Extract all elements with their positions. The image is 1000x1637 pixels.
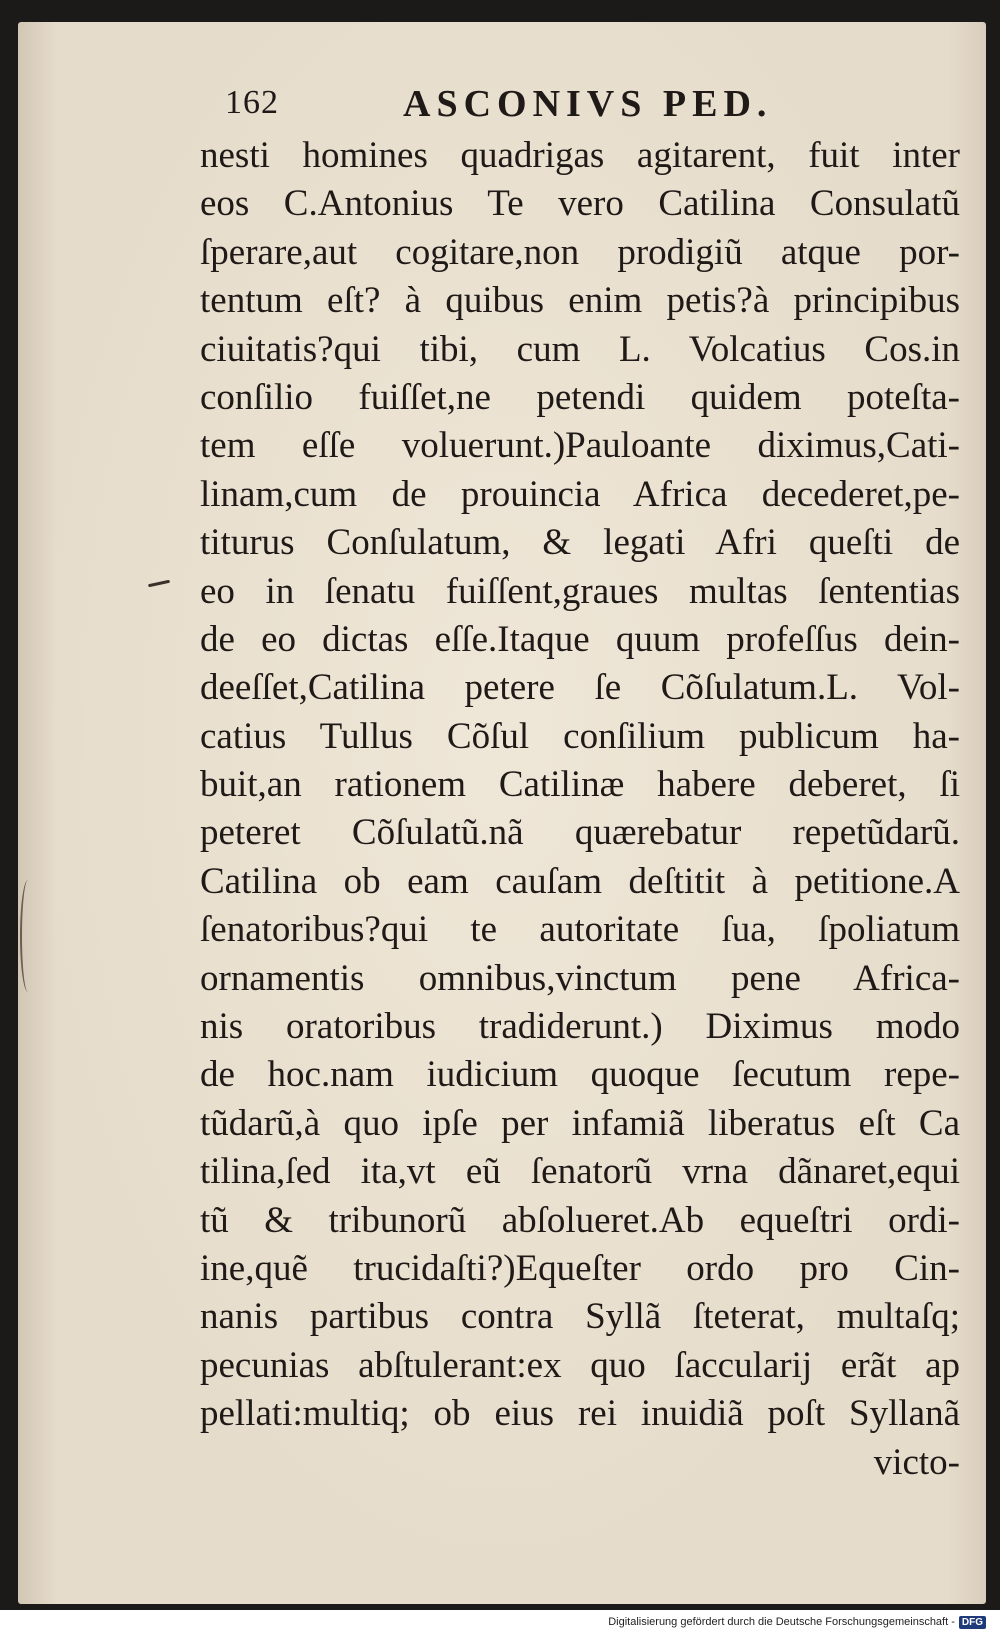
text-line: buit,an rationem Catilinæ habere deberet, ſi — [200, 764, 960, 806]
text-line: linam,cum de prouincia Africa decederet,pe- — [200, 473, 960, 515]
text-line: eo in ſenatu fuiſſent,graues multas ſententias — [200, 570, 960, 612]
text-line: tentum eſt? à quibus enim petis?à principibus — [200, 280, 960, 322]
text-line: Catilina ob eam cauſam deſtitit à petitione.A — [200, 860, 960, 902]
text-line: tilina,ſed ita,vt eũ ſenatorũ vrna dãnaret,equi — [200, 1151, 960, 1193]
page-edge-curl — [20, 880, 36, 992]
text-line: catius Tullus Cõſul conſilium publicum ha- — [200, 715, 960, 757]
text-line: ciuitatis?qui tibi, cum L. Volcatius Cos.in — [200, 328, 960, 370]
text-line: ſperare,aut cogitare,non prodigiũ atque por- — [200, 231, 960, 273]
text-line: ornamentis omnibus,vinctum pene Africa- — [200, 957, 960, 999]
text-line: deeſſet,Catilina petere ſe Cõſulatum.L. Vol- — [200, 667, 960, 709]
text-line: de eo dictas eſſe.Itaque quum profeſſus dein- — [200, 618, 960, 660]
dfg-logo-icon: DFG — [959, 1616, 986, 1629]
text-line: victo- — [873, 1441, 960, 1483]
running-head: ASCONIVS PED. — [403, 83, 773, 125]
page-number: 162 — [225, 84, 279, 121]
page-text-body — [200, 132, 960, 1487]
text-line: ſenatoribus?qui te autoritate ſua, ſpoliatum — [200, 909, 960, 951]
text-line: eos C.Antonius Te vero Catilina Consulatũ — [200, 183, 960, 225]
text-line: tũdarũ,à quo ipſe per infamiã liberatus eſt Ca — [200, 1102, 960, 1144]
footer-credit: Digitalisierung gefördert durch die Deutsche Forschungsgemeinschaft - — [608, 1616, 955, 1628]
text-line: nesti homines quadrigas agitarent, fuit inter — [200, 135, 960, 176]
text-line: tũ & tribunorũ abſolueret.Ab equeſtri ordi- — [200, 1199, 960, 1241]
text-line: conſilio fuiſſet,ne petendi quidem poteſta- — [200, 376, 960, 418]
text-line: pecunias abſtulerant:ex quo ſaccularij erãt ap — [200, 1344, 960, 1386]
digitization-footer — [608, 1611, 986, 1633]
text-line: titurus Conſulatum, & legati Afri queſti de — [200, 522, 960, 564]
text-line: tem eſſe voluerunt.)Pauloante diximus,Cati- — [200, 425, 960, 467]
text-line: nis oratoribus tradiderunt.) Diximus modo — [200, 1006, 960, 1048]
text-line: pellati:multiq; ob eius rei inuidiã poſt Syllanã — [200, 1393, 960, 1435]
text-line: nanis partibus contra Syllã ſteterat, multaſq; — [200, 1296, 960, 1338]
text-line: peteret Cõſulatũ.nã quærebatur repetũdarũ. — [200, 812, 960, 854]
text-line: de hoc.nam iudicium quoque ſecutum repe- — [200, 1054, 960, 1096]
text-line: ine,quẽ trucidaſti?)Equeſter ordo pro Cin- — [200, 1247, 960, 1289]
